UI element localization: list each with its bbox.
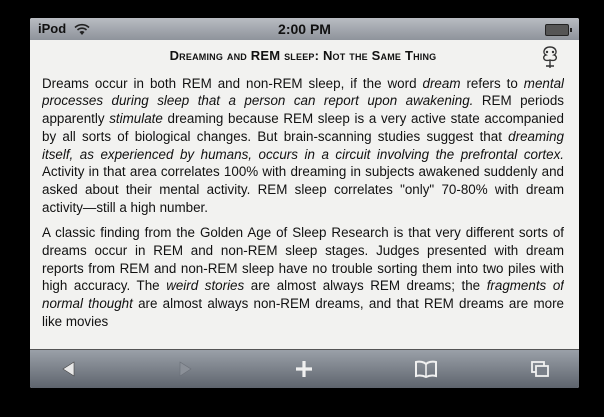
site-logo-icon bbox=[538, 44, 562, 70]
back-button[interactable] bbox=[48, 355, 88, 383]
device-screen bbox=[30, 18, 579, 388]
add-bookmark-button[interactable] bbox=[284, 355, 324, 383]
device-name: iPod bbox=[38, 21, 67, 36]
paragraph-2: A classic finding from the Golden Age of Sleep Research is that very different sorts of dreams occur in REM and non-REM sleep stages. Judges presented with dream reports from REM and non-REM sleep have no trouble sorting them into two piles with high accuracy. The weird stories are almost always REM dreams; the fragments of normal thought are almost always non-REM dreams, and that REM dreams are more like movies bbox=[42, 225, 564, 329]
pages-icon bbox=[530, 360, 550, 378]
paragraph-1: Dreams occur in both REM and non-REM sleep, if the word dream refers to mental processes during sleep that a person can report upon awakening. REM periods apparently stimulate dreaming because REM sleep is a very active state accompanied by all sorts of biological changes. But brain-scanning studies suggest that dreaming itself, as experienced by humans, occurs in a circuit involving the prefrontal cortex. Activity in that area correlates 100% with dreaming in subjects awakened suddenly and asked about their mental activity. REM sleep correlates "only" 70-80% with dream activity—still a high number. bbox=[42, 75, 564, 215]
article-content bbox=[42, 42, 564, 352]
bookmarks-button[interactable] bbox=[406, 355, 446, 383]
browser-toolbar bbox=[30, 349, 579, 388]
bookmarks-icon bbox=[414, 360, 438, 378]
forward-icon bbox=[178, 360, 194, 378]
status-bar bbox=[30, 18, 579, 40]
forward-button[interactable] bbox=[166, 355, 206, 383]
clock: 2:00 PM bbox=[278, 21, 331, 37]
article-title: Dreaming and REM sleep: Not the Same Thing bbox=[169, 48, 437, 63]
back-icon bbox=[60, 360, 76, 378]
battery-icon bbox=[545, 24, 569, 36]
add-icon bbox=[294, 359, 314, 379]
pages-button[interactable] bbox=[520, 355, 560, 383]
